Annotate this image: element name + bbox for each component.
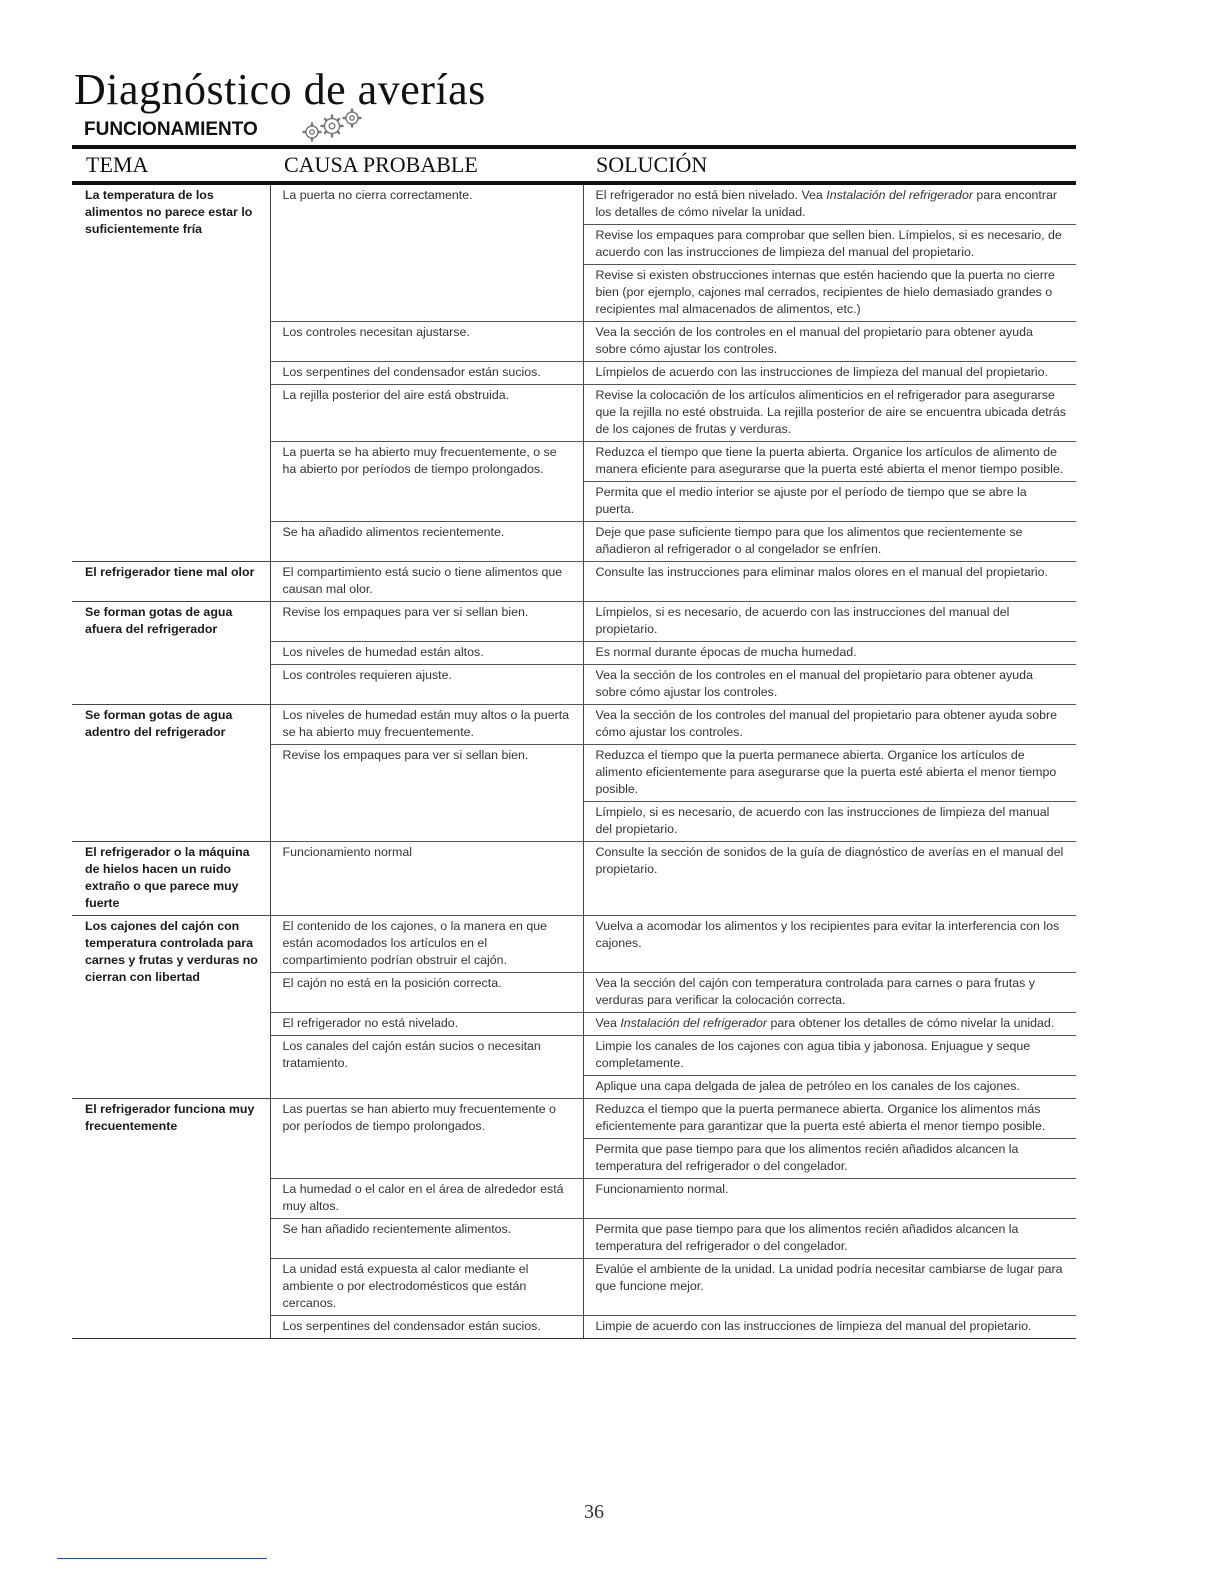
solucion-cell: Vea la sección del cajón con temperatura controlada para carnes o para frutas y verduras para verificar la colocación correcta. <box>583 973 1076 1013</box>
table-row <box>72 705 1076 745</box>
solucion-cell: Reduzca el tiempo que la puerta permanece abierta. Organice los artículos de alimento eficientemente para asegurarse que la puerta esté abierta el menor tiempo posible. <box>583 745 1076 802</box>
causa-cell: Revise los empaques para ver si sellan bien. <box>270 745 583 842</box>
solucion-cell: Permita que pase tiempo para que los alimentos recién añadidos alcancen la temperatura del refrigerador o del congelador. <box>583 1139 1076 1179</box>
tema-cell: Se forman gotas de agua adentro del refrigerador <box>72 705 270 842</box>
column-header-solucion: SOLUCIÓN <box>596 152 708 177</box>
solucion-cell: Reduzca el tiempo que la puerta permanece abierta. Organice los alimentos más eficientemente para garantizar que la puerta esté abierta el menor tiempo posible. <box>583 1099 1076 1139</box>
section-subtitle: FUNCIONAMIENTO <box>84 119 258 140</box>
column-header-causa: CAUSA PROBABLE <box>284 152 478 177</box>
tema-cell: La temperatura de los alimentos no parece estar lo suficientemente fría <box>72 185 270 562</box>
solucion-cell: Vea la sección de los controles en el manual del propietario para obtener ayuda sobre cómo ajustar los controles. <box>583 665 1076 705</box>
causa-cell: El refrigerador no está nivelado. <box>270 1013 583 1036</box>
causa-cell: La puerta se ha abierto muy frecuentemente, o se ha abierto por períodos de tiempo prolongados. <box>270 442 583 522</box>
causa-cell: La unidad está expuesta al calor mediante el ambiente o por electrodomésticos que están cercanos. <box>270 1259 583 1316</box>
solucion-cell: Vea la sección de los controles en el manual del propietario para obtener ayuda sobre cómo ajustar los controles. <box>583 322 1076 362</box>
solucion-text: para obtener los detalles de cómo nivelar la unidad. <box>767 1016 1055 1030</box>
causa-cell: Revise los empaques para ver si sellan bien. <box>270 602 583 642</box>
solucion-cell: Limpie de acuerdo con las instrucciones de limpieza del manual del propietario. <box>583 1316 1076 1339</box>
solucion-cell: Consulte la sección de sonidos de la guía de diagnóstico de averías en el manual del propietario. <box>583 842 1076 916</box>
column-header-tema: TEMA <box>86 152 149 177</box>
page-number: 36 <box>584 1501 604 1523</box>
causa-cell: Los niveles de humedad están muy altos o la puerta se ha abierto muy frecuentemente. <box>270 705 583 745</box>
solucion-cell: Consulte las instrucciones para eliminar malos olores en el manual del propietario. <box>583 562 1076 602</box>
causa-cell: Se ha añadido alimentos recientemente. <box>270 522 583 562</box>
solucion-cell: Funcionamiento normal. <box>583 1179 1076 1219</box>
solucion-cell: Límpielo, si es necesario, de acuerdo con las instrucciones de limpieza del manual del propietario. <box>583 802 1076 842</box>
solucion-text: Vea <box>595 1016 621 1030</box>
gears-icon <box>298 108 368 144</box>
table-row <box>72 916 1076 973</box>
solucion-cell: Límpielos de acuerdo con las instrucciones de limpieza del manual del propietario. <box>583 362 1076 385</box>
solucion-cell: Permita que el medio interior se ajuste por el período de tiempo que se abre la puerta. <box>583 482 1076 522</box>
table-row <box>72 562 1076 602</box>
causa-cell: Los serpentines del condensador están sucios. <box>270 1316 583 1339</box>
solucion-cell: Reduzca el tiempo que tiene la puerta abierta. Organice los artículos de alimento de manera eficiente para asegurarse que la puerta esté abierta el menor tiempo posible. <box>583 442 1076 482</box>
causa-cell: El contenido de los cajones, o la manera en que están acomodados los artículos en el compartimiento podrían obstruir el cajón. <box>270 916 583 973</box>
tema-cell: El refrigerador o la máquina de hielos hacen un ruido extraño o que parece muy fuerte <box>72 842 270 916</box>
solucion-cell: Evalúe el ambiente de la unidad. La unidad podría necesitar cambiarse de lugar para que funcione mejor. <box>583 1259 1076 1316</box>
footer-line <box>57 1558 267 1559</box>
solucion-cell: Limpie los canales de los cajones con agua tibia y jabonosa. Enjuague y seque completamente. <box>583 1036 1076 1076</box>
tema-cell: El refrigerador funciona muy frecuentemente <box>72 1099 270 1339</box>
solucion-cell: Revise la colocación de los artículos alimenticios en el refrigerador para asegurarse que la rejilla no esté obstruida. La rejilla posterior de aire se encuentra ubicada detrás de los cajones de frutas y verduras. <box>583 385 1076 442</box>
causa-cell: Los controles requieren ajuste. <box>270 665 583 705</box>
solucion-emphasis: Instalación del refrigerador <box>620 1016 768 1030</box>
causa-cell: La rejilla posterior del aire está obstruida. <box>270 385 583 442</box>
column-headers <box>72 150 1076 180</box>
causa-cell: El cajón no está en la posición correcta. <box>270 973 583 1013</box>
causa-cell: Los serpentines del condensador están sucios. <box>270 362 583 385</box>
causa-cell: Los niveles de humedad están altos. <box>270 642 583 665</box>
solucion-text: para encontrar los detalles de cómo nivelar la unidad. <box>595 188 1058 219</box>
causa-cell: Funcionamiento normal <box>270 842 583 916</box>
tema-cell: El refrigerador tiene mal olor <box>72 562 270 602</box>
table-row <box>72 602 1076 642</box>
causa-cell: La puerta no cierra correctamente. <box>270 185 583 322</box>
solucion-cell: Permita que pase tiempo para que los alimentos recién añadidos alcancen la temperatura del refrigerador o del congelador. <box>583 1219 1076 1259</box>
table-row <box>72 842 1076 916</box>
top-rule <box>72 145 1076 149</box>
causa-cell: El compartimiento está sucio o tiene alimentos que causan mal olor. <box>270 562 583 602</box>
solucion-cell: Límpielos, si es necesario, de acuerdo con las instrucciones del manual del propietario. <box>583 602 1076 642</box>
table-row <box>72 1099 1076 1139</box>
page <box>72 0 1076 1584</box>
solucion-cell <box>583 1013 1076 1036</box>
solucion-cell: Revise los empaques para comprobar que sellen bien. Límpielos, si es necesario, de acuerdo con las instrucciones de limpieza del manual del propietario. <box>583 225 1076 265</box>
solucion-cell: Deje que pase suficiente tiempo para que los alimentos que recientemente se añadieron al refrigerador o al congelador se enfríen. <box>583 522 1076 562</box>
causa-cell: Se han añadido recientemente alimentos. <box>270 1219 583 1259</box>
solucion-cell: Revise si existen obstrucciones internas que estén haciendo que la puerta no cierre bien (por ejemplo, cajones mal cerrados, recipientes de hielo demasiado grandes o recipientes mal almacenados de alimentos, etc.) <box>583 265 1076 322</box>
troubleshooting-table <box>72 185 1076 1339</box>
solucion-cell: Es normal durante épocas de mucha humedad. <box>583 642 1076 665</box>
tema-cell: Se forman gotas de agua afuera del refrigerador <box>72 602 270 705</box>
causa-cell: Las puertas se han abierto muy frecuentemente o por períodos de tiempo prolongados. <box>270 1099 583 1179</box>
solucion-cell: Vea la sección de los controles del manual del propietario para obtener ayuda sobre cómo ajustar los controles. <box>583 705 1076 745</box>
causa-cell: Los canales del cajón están sucios o necesitan tratamiento. <box>270 1036 583 1099</box>
solucion-text: El refrigerador no está bien nivelado. Vea <box>595 188 827 202</box>
page-title: Diagnóstico de averías <box>74 65 486 114</box>
causa-cell: Los controles necesitan ajustarse. <box>270 322 583 362</box>
causa-cell: La humedad o el calor en el área de alrededor está muy altos. <box>270 1179 583 1219</box>
table-row <box>72 185 1076 225</box>
solucion-emphasis: Instalación del refrigerador <box>826 188 973 202</box>
solucion-cell: Aplique una capa delgada de jalea de petróleo en los canales de los cajones. <box>583 1076 1076 1099</box>
solucion-cell <box>583 185 1076 225</box>
tema-cell: Los cajones del cajón con temperatura controlada para carnes y frutas y verduras no cierran con libertad <box>72 916 270 1099</box>
solucion-cell: Vuelva a acomodar los alimentos y los recipientes para evitar la interferencia con los cajones. <box>583 916 1076 973</box>
